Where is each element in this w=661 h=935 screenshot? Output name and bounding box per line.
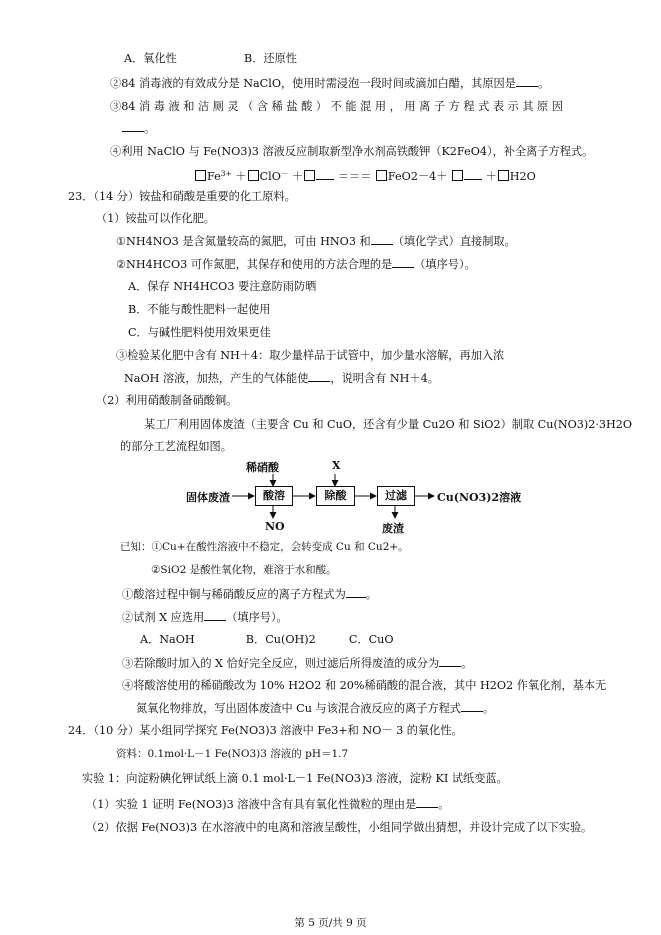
answer-blank (416, 796, 438, 808)
output-residue-label: 废渣 (382, 522, 404, 535)
x-options-row (140, 632, 394, 647)
q24-data-text: 资料：0.1mol·L－1 Fe(NO3)3 溶液的 pH＝1.7 (116, 748, 349, 760)
eq-plus: ＋ (235, 170, 247, 183)
eq-plus: ＋ (485, 170, 497, 183)
q23-1-2-text: ②NH4HCO3 可作氮肥，其保存和使用的方法合理的是 (116, 258, 393, 271)
q24-title-text: 24．（10 分）某小组同学探究 Fe(NO3)3 溶液中 Fe3+和 NO－ 3 的氧化性。 (68, 724, 463, 737)
q24-part2 (86, 820, 592, 835)
eq-clo: ClO (259, 170, 281, 183)
known-info-2 (151, 563, 337, 578)
known-info-1 (120, 540, 409, 555)
option-b: B．还原性 (243, 52, 297, 65)
option-a: A．氧化性 (124, 52, 177, 65)
flow-start-label: 固体废渣 (186, 491, 230, 504)
q23-1-3-tail: ，说明含有 NH＋4。 (330, 372, 439, 385)
q23-2-ii-text: ②试剂 X 应选用 (122, 611, 205, 624)
q24-title (68, 723, 463, 738)
period: 。 (482, 702, 495, 715)
q23-1-3-text: ③检验某化肥中含有 NH＋4：取少量样品于试管中，加少量水溶解，再加入浓 (116, 349, 505, 362)
option-b: B．不能与酸性肥料一起使用 (128, 303, 271, 316)
input-nitric-acid-label: 稀硝酸 (246, 461, 279, 474)
period: 。 (438, 798, 450, 811)
output-no-label: NO (265, 520, 285, 533)
q24-exp1 (82, 771, 508, 786)
q23-1-3-text2: NaOH 溶液，加热，产生的气体能使 (124, 372, 309, 385)
eq-fe-charge: 3+ (220, 169, 232, 178)
q23-title-text: 23．（14 分）铵盐和硝酸是重要的化工原料。 (68, 190, 296, 203)
answer-blank (346, 586, 366, 598)
flow-step-acid-dissolve: 酸溶 (255, 486, 293, 506)
eq-h2o: H2O (509, 170, 536, 183)
eq-clo-charge: － (280, 169, 289, 178)
input-x-label: X (332, 459, 341, 472)
q23-2-iv-text1: ④将酸溶使用的稀硝酸改为 10% H2O2 和 20%稀硝酸的混合液，其中 H2O2 作氧化剂，基本无 (122, 679, 607, 692)
eq-fe: Fe (207, 170, 221, 183)
period: 。 (365, 588, 377, 601)
q23-2-iii-text: ③若除酸时加入的 X 恰好完全反应，则过滤后所得废渣的成分为 (122, 657, 440, 670)
q24-part2-text: （2）依据 Fe(NO3)3 在水溶液中的电离和溶液呈酸性，小组同学做出猜想，并设计完成了以下实验。 (86, 821, 593, 834)
eq-equals: ＝＝＝ (337, 170, 372, 183)
q23-2-i (122, 586, 377, 602)
eq-plus: ＋ (291, 170, 304, 183)
known-info-1-text: 已知：①Cu+在酸性溶液中不稳定，会转变成 Cu 和 Cu2+。 (120, 541, 409, 553)
q23-1-1-tail: （填化学式）直接制取。 (392, 235, 516, 248)
flow-step-remove-acid: 除酸 (316, 486, 355, 506)
q22-part2-text: ②84 消毒液的有效成分是 NaClO，使用时需浸泡一段时间或滴加白醋，其原因是 (110, 77, 516, 90)
q23-2-iv-cont (136, 700, 494, 716)
x-option-b: B．Cu(OH)2 (245, 633, 316, 646)
q23-1-2-tail: （填序号）。 (414, 258, 476, 271)
q23-part1-text: （1）铵盐可以作化肥。 (96, 212, 215, 225)
answer-blank (439, 655, 461, 667)
q23-2-intro-text2: 的部分工艺流程如图。 (120, 440, 232, 453)
period: 。 (144, 122, 156, 135)
q24-part1 (86, 796, 450, 812)
x-option-c: C．CuO (348, 633, 394, 646)
q23-2-iv-text2: 氮氧化物排放，写出固体废渣中 Cu 与该混合液反应的离子方程式 (136, 702, 461, 715)
option-c: C．与碱性肥料使用效果更佳 (128, 326, 271, 339)
eq-feo4: FeO2－4＋ (387, 170, 448, 183)
known-info-2-text: ②SiO2 是酸性氧化物，难溶于水和酸。 (151, 564, 337, 576)
period: 。 (461, 657, 473, 670)
q23-2-i-text: ①酸溶过程中铜与稀硝酸反应的离子方程式为 (122, 588, 346, 601)
period: 。 (537, 77, 550, 90)
answer-blank (204, 609, 226, 621)
q22-part3-text: ③84 消 毒 液 和 洁 厕 灵 （ 含 稀 盐 酸 ） 不 能 混 用 ， 用 离 子 方 程 式 表 示 其 原 因 (110, 100, 563, 113)
x-option-a: A．NaOH (140, 633, 195, 646)
q23-2-ii-tail: （填序号）。 (226, 611, 288, 624)
option-a: A．保存 NH4HCO3 要注意防雨防晒 (128, 280, 317, 293)
q23-1-1-text: ①NH4NO3 是含氮量较高的氮肥，可由 HNO3 和 (116, 235, 371, 248)
q23-part2-text: （2）利用硝酸制备硝酸铜。 (96, 394, 238, 407)
answer-blank (461, 700, 483, 712)
q23-2-ii (122, 609, 288, 625)
q23-2-iii (122, 655, 472, 671)
q22-part4-text: ④利用 NaClO 与 Fe(NO3)3 溶液反应制取新型净水剂高铁酸钾（K2FeO4），补全离子方程式。 (110, 145, 594, 158)
page-footer: 第 5 页/共 9 页 (294, 917, 367, 929)
q24-exp1-text: 实验 1：向淀粉碘化钾试纸上滴 0.1 mol·L－1 Fe(NO3)3 溶液，淀粉 KI 试纸变蓝。 (82, 772, 508, 785)
flow-end-label: Cu(NO3)2溶液 (437, 491, 522, 504)
q24-data (116, 747, 348, 762)
q23-2-intro-text1: 某工厂利用固体废渣（主要含 Cu 和 CuO，还含有少量 Cu2O 和 SiO2）制取 Cu(NO3)2·3H2O (144, 418, 633, 431)
q24-part1-text: （1）实验 1 证明 Fe(NO3)3 溶液中含有具有氧化性微粒的理由是 (86, 798, 417, 811)
flow-step-filter: 过滤 (377, 486, 415, 506)
q23-2-iv (122, 678, 606, 693)
